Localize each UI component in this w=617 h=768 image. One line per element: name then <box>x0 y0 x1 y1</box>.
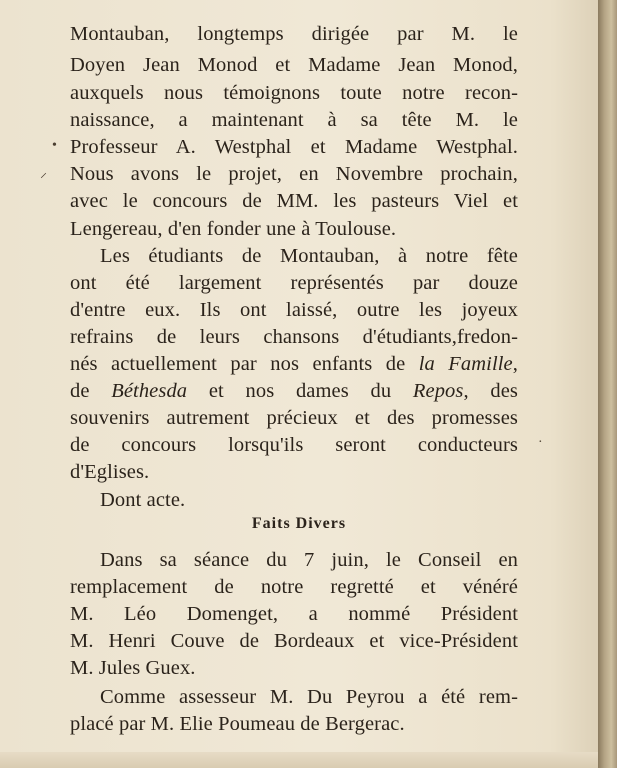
text-segment: , des <box>463 380 519 402</box>
text-line <box>70 351 518 377</box>
italic-title: Repos <box>412 380 464 402</box>
text-line: refrains de leurs chansons d'étudiants,fredon- <box>70 326 518 348</box>
text-line: d'Eglises. <box>70 461 150 483</box>
text-line: Doyen Jean Monod et Madame Jean Monod, <box>70 54 518 76</box>
text-line: remplacement de notre regretté et vénéré <box>70 576 518 598</box>
text-line: M. Jules Guex. <box>70 657 196 679</box>
text-line <box>70 378 518 404</box>
ink-speck: · <box>538 435 543 450</box>
book-gutter <box>598 0 617 768</box>
text-line: Montauban, longtemps dirigée par M. le <box>70 23 518 45</box>
text-line: avec le concours de MM. les pasteurs Viel et <box>70 190 518 212</box>
text-line: Les étudiants de Montauban, à notre fête <box>100 245 518 267</box>
ink-speck: ⸝ <box>40 166 47 181</box>
text-line: d'entre eux. Ils ont laissé, outre les joyeux <box>70 299 518 321</box>
ink-speck: • <box>52 138 57 153</box>
text-segment: , <box>512 353 518 375</box>
section-heading: Faits Divers <box>251 515 347 532</box>
text-line: Dont acte. <box>100 489 186 511</box>
text-segment: nés actuellement par nos enfants de <box>70 353 419 375</box>
text-line: naissance, a maintenant à sa tête M. le <box>70 109 518 131</box>
italic-title: la Famille <box>418 353 513 375</box>
text-line: Nous avons le projet, en Novembre prochain, <box>70 163 518 185</box>
text-segment: de <box>70 380 112 402</box>
text-line: de concours lorsqu'ils seront conducteurs <box>70 434 518 456</box>
text-segment: et nos dames du <box>187 380 413 402</box>
text-line: Professeur A. Westphal et Madame Westphal. <box>70 136 518 158</box>
italic-title: Béthesda <box>111 380 188 402</box>
text-line: auxquels nous témoignons toute notre recon- <box>70 82 518 104</box>
page-bottom-edge <box>0 752 598 768</box>
text-line: ont été largement représentés par douze <box>70 272 518 294</box>
text-line: Comme assesseur M. Du Peyrou a été rem- <box>100 686 518 708</box>
text-line: Dans sa séance du 7 juin, le Conseil en <box>100 549 518 571</box>
text-line: souvenirs autrement précieux et des promesses <box>70 407 518 429</box>
text-line: M. Léo Domenget, a nommé Président <box>70 603 518 625</box>
text-line: placé par M. Elie Poumeau de Bergerac. <box>70 713 405 735</box>
text-line: M. Henri Couve de Bordeaux et vice-Président <box>70 630 518 652</box>
text-line: Lengereau, d'en fonder une à Toulouse. <box>70 218 397 240</box>
